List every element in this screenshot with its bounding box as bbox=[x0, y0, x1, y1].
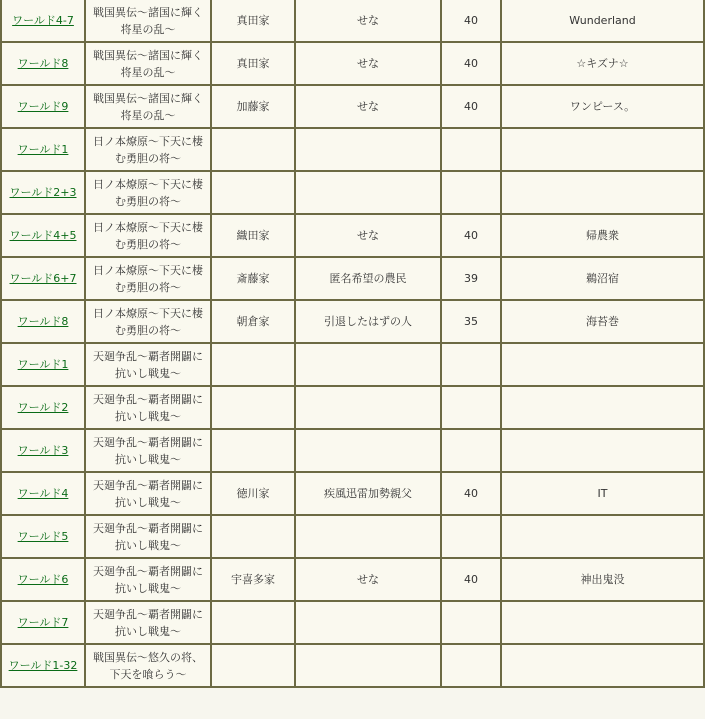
player-cell bbox=[296, 129, 440, 170]
guild-cell bbox=[502, 0, 703, 41]
world-link[interactable]: ワールド3 bbox=[17, 444, 69, 457]
player-cell bbox=[296, 602, 440, 643]
player-cell bbox=[296, 344, 440, 385]
clan-text: 朝倉家 bbox=[236, 315, 270, 328]
world-link[interactable]: ワールド6 bbox=[17, 573, 69, 586]
level-cell bbox=[442, 645, 500, 686]
level-cell bbox=[442, 387, 500, 428]
clan-cell bbox=[212, 301, 294, 342]
player-cell bbox=[296, 645, 440, 686]
guild-cell bbox=[502, 258, 703, 299]
scenario-text: 日ノ本燎原～下天に棲む勇胆の将～ bbox=[93, 306, 203, 337]
world-cell bbox=[2, 387, 84, 428]
guild-text: 帰農衆 bbox=[586, 229, 619, 242]
level-cell bbox=[442, 559, 500, 600]
clan-cell bbox=[212, 129, 294, 170]
scenario-cell bbox=[86, 344, 210, 385]
world-link[interactable]: ワールド4-7 bbox=[12, 14, 74, 27]
scenario-cell bbox=[86, 86, 210, 127]
level-cell bbox=[442, 516, 500, 557]
scenario-cell bbox=[86, 473, 210, 514]
scenario-text: 天廻争乱～覇者開闢に抗いし戦鬼～ bbox=[93, 521, 203, 552]
level-text: 40 bbox=[464, 14, 478, 27]
player-cell bbox=[296, 559, 440, 600]
table-row bbox=[2, 301, 703, 342]
guild-cell bbox=[502, 172, 703, 213]
player-cell bbox=[296, 172, 440, 213]
scenario-text: 戦国異伝～諸国に輝く将星の乱～ bbox=[93, 5, 203, 36]
level-cell bbox=[442, 602, 500, 643]
clan-cell bbox=[212, 559, 294, 600]
world-table-body bbox=[2, 0, 703, 686]
player-text: せな bbox=[357, 100, 379, 113]
guild-cell bbox=[502, 516, 703, 557]
scenario-cell bbox=[86, 301, 210, 342]
table-row bbox=[2, 387, 703, 428]
level-text: 40 bbox=[464, 573, 478, 586]
scenario-cell bbox=[86, 0, 210, 41]
guild-cell bbox=[502, 86, 703, 127]
world-link[interactable]: ワールド5 bbox=[17, 530, 69, 543]
level-text: 35 bbox=[464, 315, 478, 328]
scenario-text: 戦国異伝～諸国に輝く将星の乱～ bbox=[93, 48, 203, 79]
world-cell bbox=[2, 430, 84, 471]
clan-text: 斎藤家 bbox=[236, 272, 270, 285]
player-cell bbox=[296, 0, 440, 41]
clan-text: 徳川家 bbox=[236, 487, 270, 500]
level-cell bbox=[442, 473, 500, 514]
scenario-cell bbox=[86, 516, 210, 557]
scenario-text: 日ノ本燎原～下天に棲む勇胆の将～ bbox=[93, 263, 203, 294]
scenario-text: 天廻争乱～覇者開闢に抗いし戦鬼～ bbox=[93, 435, 203, 466]
guild-cell bbox=[502, 387, 703, 428]
world-cell bbox=[2, 0, 84, 41]
scenario-cell bbox=[86, 43, 210, 84]
clan-text: 加藤家 bbox=[236, 100, 270, 113]
player-cell bbox=[296, 301, 440, 342]
level-cell bbox=[442, 86, 500, 127]
guild-cell bbox=[502, 430, 703, 471]
clan-text: 真田家 bbox=[236, 14, 270, 27]
player-text: 匿名希望の農民 bbox=[329, 272, 407, 285]
guild-cell bbox=[502, 602, 703, 643]
guild-cell bbox=[502, 43, 703, 84]
clan-cell bbox=[212, 86, 294, 127]
clan-cell bbox=[212, 172, 294, 213]
level-cell bbox=[442, 0, 500, 41]
table-row bbox=[2, 645, 703, 686]
level-text: 40 bbox=[464, 487, 478, 500]
level-text: 40 bbox=[464, 100, 478, 113]
scenario-text: 日ノ本燎原～下天に棲む勇胆の将～ bbox=[93, 220, 203, 251]
clan-cell bbox=[212, 344, 294, 385]
world-link[interactable]: ワールド1 bbox=[17, 143, 69, 156]
level-cell bbox=[442, 172, 500, 213]
level-cell bbox=[442, 258, 500, 299]
world-cell bbox=[2, 258, 84, 299]
table-row bbox=[2, 258, 703, 299]
level-cell bbox=[442, 430, 500, 471]
clan-cell bbox=[212, 258, 294, 299]
scenario-text: 天廻争乱～覇者開闢に抗いし戦鬼～ bbox=[93, 564, 203, 595]
world-cell bbox=[2, 86, 84, 127]
world-link[interactable]: ワールド6+7 bbox=[9, 272, 77, 285]
scenario-cell bbox=[86, 215, 210, 256]
scenario-text: 日ノ本燎原～下天に棲む勇胆の将～ bbox=[93, 177, 203, 208]
scenario-text: 天廻争乱～覇者開闢に抗いし戦鬼～ bbox=[93, 607, 203, 638]
clan-cell bbox=[212, 516, 294, 557]
clan-text: 宇喜多家 bbox=[231, 573, 275, 586]
table-row bbox=[2, 215, 703, 256]
clan-text: 真田家 bbox=[236, 57, 270, 70]
clan-cell bbox=[212, 215, 294, 256]
world-link[interactable]: ワールド8 bbox=[17, 57, 69, 70]
world-cell bbox=[2, 473, 84, 514]
world-cell bbox=[2, 559, 84, 600]
player-text: せな bbox=[357, 14, 379, 27]
guild-cell bbox=[502, 645, 703, 686]
world-link[interactable]: ワールド4+5 bbox=[9, 229, 77, 242]
level-cell bbox=[442, 215, 500, 256]
table-row bbox=[2, 344, 703, 385]
scenario-cell bbox=[86, 129, 210, 170]
world-cell bbox=[2, 602, 84, 643]
player-text: せな bbox=[357, 57, 379, 70]
scenario-text: 天廻争乱～覇者開闢に抗いし戦鬼～ bbox=[93, 392, 203, 423]
player-text: 疾風迅雷加勢親父 bbox=[324, 487, 412, 500]
scenario-cell bbox=[86, 645, 210, 686]
scenario-cell bbox=[86, 559, 210, 600]
level-text: 40 bbox=[464, 229, 478, 242]
world-cell bbox=[2, 129, 84, 170]
player-cell bbox=[296, 387, 440, 428]
player-cell bbox=[296, 473, 440, 514]
world-cell bbox=[2, 645, 84, 686]
guild-text: 海苔巻 bbox=[586, 315, 619, 328]
guild-text: Wunderland bbox=[569, 14, 636, 27]
guild-text: 神出鬼没 bbox=[580, 573, 625, 586]
player-text: せな bbox=[357, 229, 379, 242]
clan-cell bbox=[212, 0, 294, 41]
clan-cell bbox=[212, 43, 294, 84]
world-cell bbox=[2, 301, 84, 342]
world-cell bbox=[2, 516, 84, 557]
scenario-text: 戦国異伝～悠久の将、下天を喰らう～ bbox=[93, 650, 203, 681]
world-cell bbox=[2, 215, 84, 256]
guild-cell bbox=[502, 344, 703, 385]
level-cell bbox=[442, 301, 500, 342]
scenario-text: 戦国異伝～諸国に輝く将星の乱～ bbox=[93, 91, 203, 122]
guild-text: 鵜沼宿 bbox=[586, 272, 619, 285]
player-cell bbox=[296, 258, 440, 299]
scenario-cell bbox=[86, 172, 210, 213]
level-cell bbox=[442, 43, 500, 84]
table-row bbox=[2, 473, 703, 514]
clan-cell bbox=[212, 387, 294, 428]
guild-text: IT bbox=[597, 487, 608, 500]
world-link[interactable]: ワールド1-32 bbox=[8, 659, 78, 672]
clan-cell bbox=[212, 473, 294, 514]
player-text: せな bbox=[357, 573, 379, 586]
scenario-cell bbox=[86, 258, 210, 299]
level-text: 39 bbox=[464, 272, 478, 285]
world-cell bbox=[2, 344, 84, 385]
table-row bbox=[2, 430, 703, 471]
world-link[interactable]: ワールド9 bbox=[17, 100, 69, 113]
player-text: 引退したはずの人 bbox=[324, 315, 412, 328]
clan-cell bbox=[212, 430, 294, 471]
table-row bbox=[2, 86, 703, 127]
table-row bbox=[2, 516, 703, 557]
world-link[interactable]: ワールド2+3 bbox=[9, 186, 77, 199]
guild-text: ワンピース。 bbox=[569, 100, 636, 113]
player-cell bbox=[296, 215, 440, 256]
guild-cell bbox=[502, 559, 703, 600]
guild-text: ☆キズナ☆ bbox=[576, 57, 629, 70]
level-text: 40 bbox=[464, 57, 478, 70]
scenario-cell bbox=[86, 602, 210, 643]
level-cell bbox=[442, 344, 500, 385]
world-cell bbox=[2, 43, 84, 84]
clan-cell bbox=[212, 602, 294, 643]
clan-text: 織田家 bbox=[236, 229, 270, 242]
table-row bbox=[2, 129, 703, 170]
world-link[interactable]: ワールド1 bbox=[17, 358, 69, 371]
table-row bbox=[2, 602, 703, 643]
player-cell bbox=[296, 516, 440, 557]
scenario-text: 日ノ本燎原～下天に棲む勇胆の将～ bbox=[93, 134, 203, 165]
world-link[interactable]: ワールド7 bbox=[17, 616, 69, 629]
scenario-cell bbox=[86, 387, 210, 428]
world-link[interactable]: ワールド4 bbox=[17, 487, 69, 500]
world-cell bbox=[2, 172, 84, 213]
clan-cell bbox=[212, 645, 294, 686]
scenario-cell bbox=[86, 430, 210, 471]
player-cell bbox=[296, 43, 440, 84]
scenario-text: 天廻争乱～覇者開闢に抗いし戦鬼～ bbox=[93, 478, 203, 509]
world-link[interactable]: ワールド2 bbox=[17, 401, 69, 414]
guild-cell bbox=[502, 473, 703, 514]
table-row bbox=[2, 172, 703, 213]
guild-cell bbox=[502, 129, 703, 170]
scenario-text: 天廻争乱～覇者開闢に抗いし戦鬼～ bbox=[93, 349, 203, 380]
player-cell bbox=[296, 86, 440, 127]
table-row bbox=[2, 43, 703, 84]
player-cell bbox=[296, 430, 440, 471]
table-row bbox=[2, 0, 703, 41]
table-row bbox=[2, 559, 703, 600]
world-link[interactable]: ワールド8 bbox=[17, 315, 69, 328]
guild-cell bbox=[502, 215, 703, 256]
level-cell bbox=[442, 129, 500, 170]
guild-cell bbox=[502, 301, 703, 342]
